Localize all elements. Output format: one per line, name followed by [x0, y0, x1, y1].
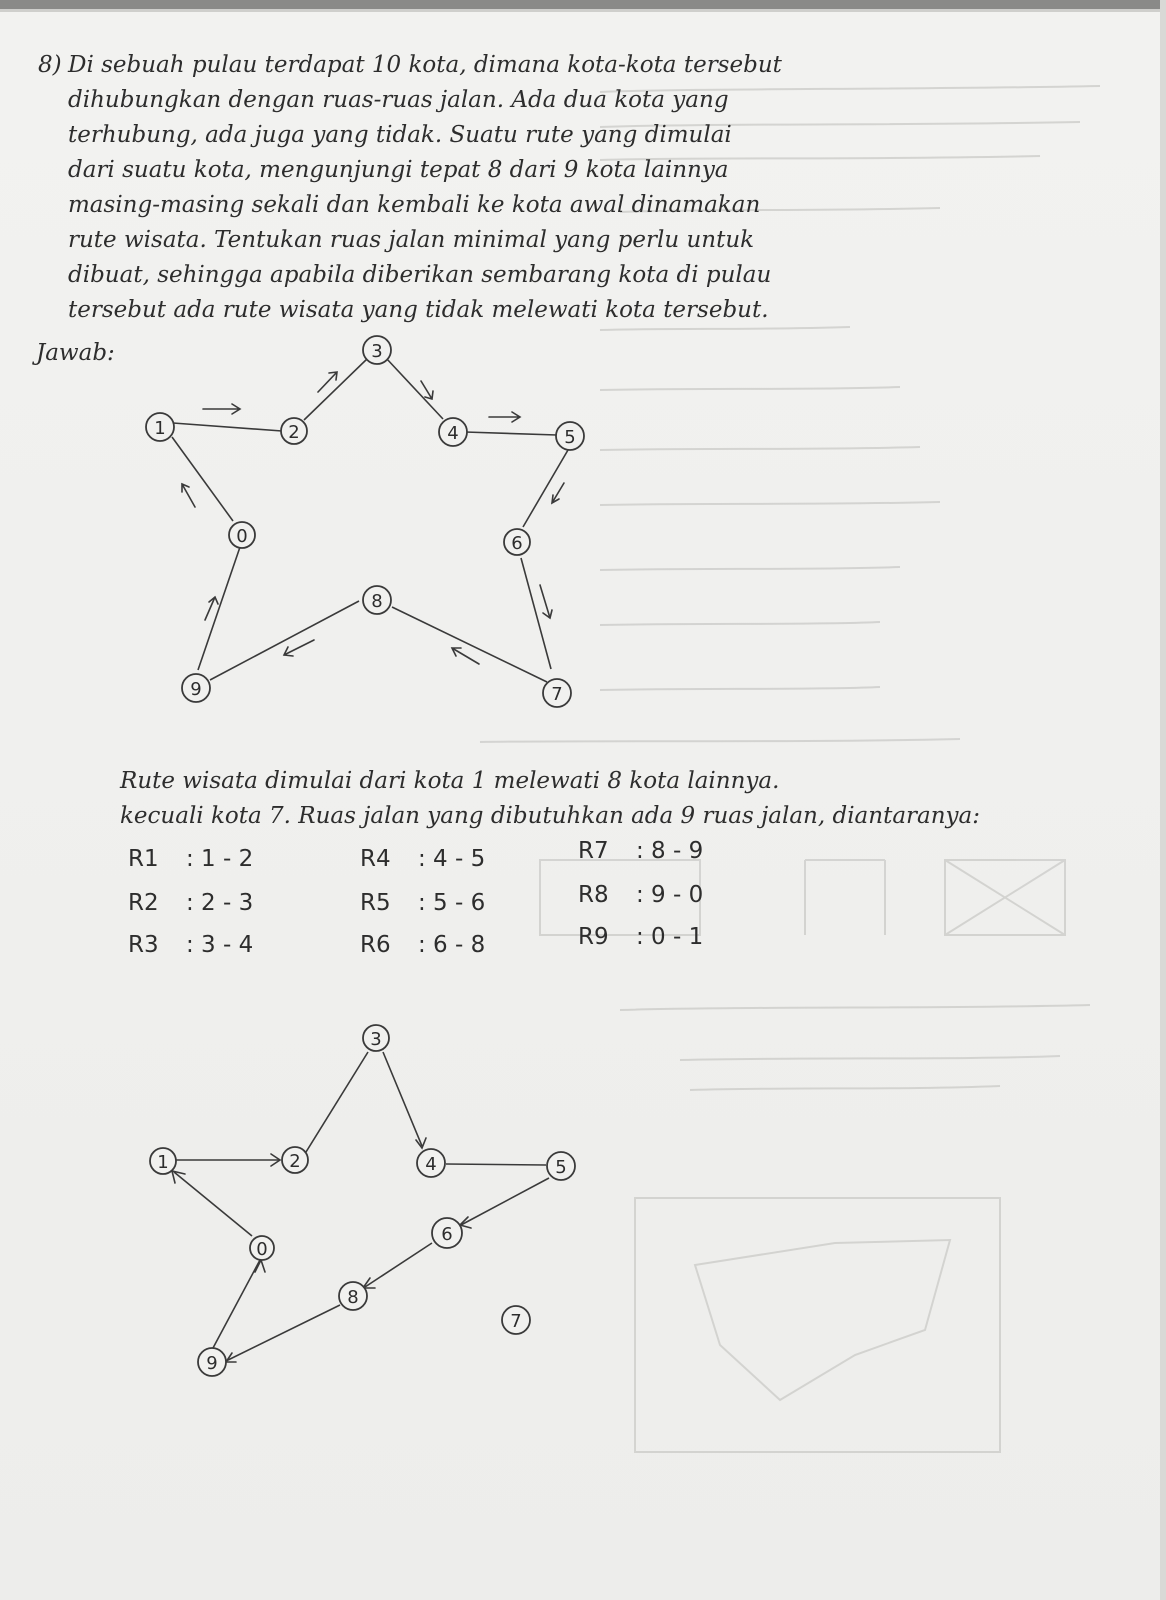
node-label-3: 3: [371, 341, 383, 362]
edge-7-8: [392, 607, 547, 682]
node-label-6: 6: [441, 1224, 453, 1245]
node-label-0: 0: [236, 526, 248, 547]
edge-8-9: [224, 1305, 340, 1362]
node-label-7: 7: [510, 1311, 522, 1332]
edge-4-5: [465, 432, 557, 435]
problem-line-4: dari suatu kota, mengunjungi tepat 8 dari 9 kota lainnya: [68, 157, 729, 183]
edge-0-1: [172, 437, 233, 521]
edge-9-0: [198, 547, 240, 670]
route-id: R8: [578, 882, 609, 908]
route-edge: : 1 - 2: [186, 846, 254, 872]
arrow-4-5: [489, 412, 520, 422]
edge-2-3: [304, 358, 368, 420]
node-label-1: 1: [154, 418, 166, 439]
route-edge: : 0 - 1: [636, 924, 704, 950]
route-edge: : 8 - 9: [636, 838, 704, 864]
arrow-7-8: [452, 648, 479, 664]
route-id: R1: [128, 846, 159, 872]
route-item: [128, 846, 253, 872]
node-label-5: 5: [564, 427, 576, 448]
edge-8-9: [210, 601, 359, 680]
route-id: R7: [578, 838, 609, 864]
route-edge: : 2 - 3: [186, 890, 254, 916]
node-label-5: 5: [555, 1157, 567, 1178]
problem-line-7: dibuat, sehingga apabila diberikan sembarang kota di pulau: [68, 262, 772, 288]
edge-1-2: [173, 423, 282, 431]
route-id: R6: [360, 932, 391, 958]
conclusion-line-2: kecuali kota 7. Ruas jalan yang dibutuhkan ada 9 ruas jalan, diantaranya:: [120, 803, 981, 829]
graph-diagram-1: [0, 0, 1166, 760]
route-id: R3: [128, 932, 159, 958]
question-number: 8): [38, 52, 62, 78]
answer-label: Jawab:: [36, 340, 115, 366]
route-item: [360, 932, 485, 958]
route-item: [578, 924, 703, 950]
problem-line-8: tersebut ada rute wisata yang tidak melewati kota tersebut.: [68, 297, 769, 323]
problem-text: Di sebuah pulau terdapat 10 kota, dimana kota-kota tersebut: [68, 52, 782, 78]
problem-line-3: terhubung, ada juga yang tidak. Suatu rute yang dimulai: [68, 122, 732, 148]
conclusion-line-1: Rute wisata dimulai dari kota 1 melewati 8 kota lainnya.: [120, 768, 780, 794]
edge-6-8: [365, 1243, 432, 1287]
arrow-6-7: [540, 585, 552, 618]
arrowhead-6-8: [363, 1278, 375, 1288]
node-label-4: 4: [425, 1154, 437, 1175]
conclusion-text: [120, 764, 980, 834]
node-label-9: 9: [206, 1353, 218, 1374]
node-label-0: 0: [256, 1239, 268, 1260]
route-id: R9: [578, 924, 609, 950]
route-item: [360, 846, 485, 872]
node-label-2: 2: [288, 422, 300, 443]
edge-6-7: [521, 558, 551, 669]
arrow-1-2: [203, 404, 240, 414]
node-label-6: 6: [511, 533, 523, 554]
route-edge: : 3 - 4: [186, 932, 254, 958]
route-list: [128, 838, 848, 976]
route-id: R4: [360, 846, 391, 872]
problem-line-5: masing-masing sekali dan kembali ke kota awal dinamakan: [68, 192, 761, 218]
arrow-8-9: [284, 640, 314, 656]
route-item: [578, 838, 703, 864]
edge-9-0: [213, 1260, 260, 1348]
node-label-3: 3: [370, 1029, 382, 1050]
node-label-9: 9: [190, 679, 202, 700]
route-item: [578, 882, 703, 908]
node-label-2: 2: [289, 1151, 301, 1172]
route-edge: : 9 - 0: [636, 882, 704, 908]
arrow-0-1: [182, 484, 195, 507]
arrow-5-6: [552, 483, 564, 503]
problem-line-6: rute wisata. Tentukan ruas jalan minimal yang perlu untuk: [68, 227, 755, 253]
route-edge: : 6 - 8: [418, 932, 486, 958]
edge-0-1: [174, 1172, 252, 1236]
graph-diagram-2: [0, 1000, 1166, 1420]
route-item: [128, 932, 253, 958]
node-label-4: 4: [447, 423, 459, 444]
route-item: [360, 890, 485, 916]
problem-line-2: dihubungkan dengan ruas-ruas jalan. Ada dua kota yang: [68, 87, 729, 113]
node-label-1: 1: [157, 1152, 169, 1173]
route-id: R5: [360, 890, 391, 916]
node-label-8: 8: [347, 1287, 359, 1308]
edge-3-4: [386, 358, 443, 419]
node-label-8: 8: [371, 591, 383, 612]
edge-2-3: [306, 1052, 368, 1152]
route-edge: : 4 - 5: [418, 846, 486, 872]
route-edge: : 5 - 6: [418, 890, 486, 916]
route-item: [128, 890, 253, 916]
edge-4-5: [446, 1164, 546, 1165]
edge-5-6: [461, 1178, 549, 1225]
node-label-7: 7: [551, 684, 563, 705]
edge-3-4: [383, 1052, 422, 1146]
arrow-2-3: [318, 372, 337, 392]
route-id: R2: [128, 890, 159, 916]
